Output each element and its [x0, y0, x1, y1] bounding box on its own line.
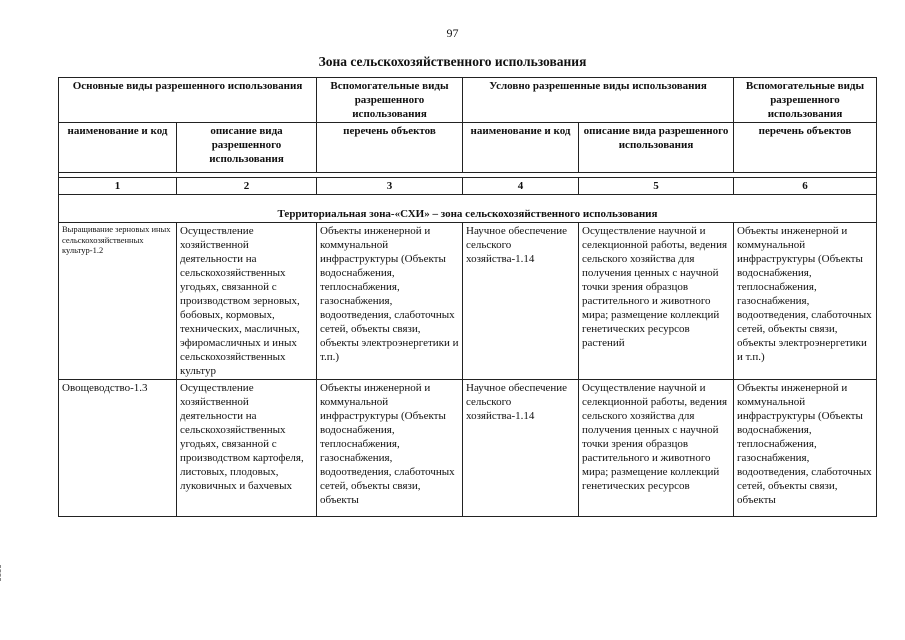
column-number: 5: [579, 178, 734, 195]
column-number: 2: [177, 178, 317, 195]
object-list-2: Объекты инженерной и коммунальной инфраструктуры (Объекты водоснабжения, теплоснабжения, газоснабжения, водоотведения, слаботочных сетей, объекты связи, объекты электроэнергетики и т.п.): [734, 223, 877, 380]
header-description: описание вида разрешенного использования: [177, 123, 317, 173]
document-title: Зона сельскохозяйственного использования: [318, 54, 587, 69]
use-description: Осуществление хозяйственной деятельности на сельскохозяйственных угодьях, связанной с производством зерновых, бобовых, кормовых, технических, масличных, эфиромасличных и иных сельскохозяйственных культур: [177, 223, 317, 380]
header-object-list-2: перечень объектов: [734, 123, 877, 173]
table-row: [59, 223, 877, 380]
use-description: Осуществление хозяйственной деятельности на сельскохозяйственных угодьях, связанной с производством картофеля, листовых, плодовых, луковичных и бахчевых: [177, 380, 317, 517]
header-name-code-2: наименование и код: [463, 123, 579, 173]
header-auxiliary-uses: Вспомогательные виды разрешенного использования: [317, 78, 463, 123]
use-name-code: Овощеводство-1.3: [59, 380, 177, 517]
zone-title-row: [59, 195, 877, 223]
header-main-uses: Основные виды разрешенного использования: [59, 78, 317, 123]
conditional-use-name-code: Научное обеспечение сельского хозяйства-1.14: [463, 223, 579, 380]
header-column-row: [59, 123, 877, 173]
column-number: 3: [317, 178, 463, 195]
header-group-row: [59, 78, 877, 123]
use-name-code: Выращивание зерновых иных сельскохозяйственных культур-1.2: [59, 223, 177, 380]
zone-title: Территориальная зона-«СХИ» – зона сельскохозяйственного использования: [59, 195, 877, 223]
conditional-use-description: Осуществление научной и селекционной работы, ведения сельского хозяйства для получения ценных с научной точки зрения образцов растительного и животного мира; размещение коллекций генетических ресурсов: [579, 380, 734, 517]
page-number: 97: [446, 26, 459, 40]
object-list: Объекты инженерной и коммунальной инфраструктуры (Объекты водоснабжения, теплоснабжения, газоснабжения, водоотведения, слаботочных сетей, объекты связи, объекты: [317, 380, 463, 517]
header-object-list: перечень объектов: [317, 123, 463, 173]
object-list-2: Объекты инженерной и коммунальной инфраструктуры (Объекты водоснабжения, теплоснабжения, газоснабжения, водоотведения, слаботочных сетей, объекты связи, объекты: [734, 380, 877, 517]
header-auxiliary-uses-2: Вспомогательные виды разрешенного использования: [734, 78, 877, 123]
scan-edge-mark: [0, 565, 6, 581]
conditional-use-name-code: Научное обеспечение сельского хозяйства-1.14: [463, 380, 579, 517]
table-row: [59, 380, 877, 517]
column-number-row: [59, 178, 877, 195]
conditional-use-description: Осуществление научной и селекционной работы, ведения сельского хозяйства для получения ценных с научной точки зрения образцов растительного и животного мира; размещение коллекций генетических ресурсов растений: [579, 223, 734, 380]
header-name-code: наименование и код: [59, 123, 177, 173]
header-conditional-uses: Условно разрешенные виды использования: [463, 78, 734, 123]
object-list: Объекты инженерной и коммунальной инфраструктуры (Объекты водоснабжения, теплоснабжения, газоснабжения, водоотведения, слаботочных сетей, объекты связи, объекты электроэнергетики и т.п.): [317, 223, 463, 380]
column-number: 4: [463, 178, 579, 195]
land-use-table: [58, 77, 877, 517]
column-number: 1: [59, 178, 177, 195]
column-number: 6: [734, 178, 877, 195]
header-description-2: описание вида разрешенного использования: [579, 123, 734, 173]
